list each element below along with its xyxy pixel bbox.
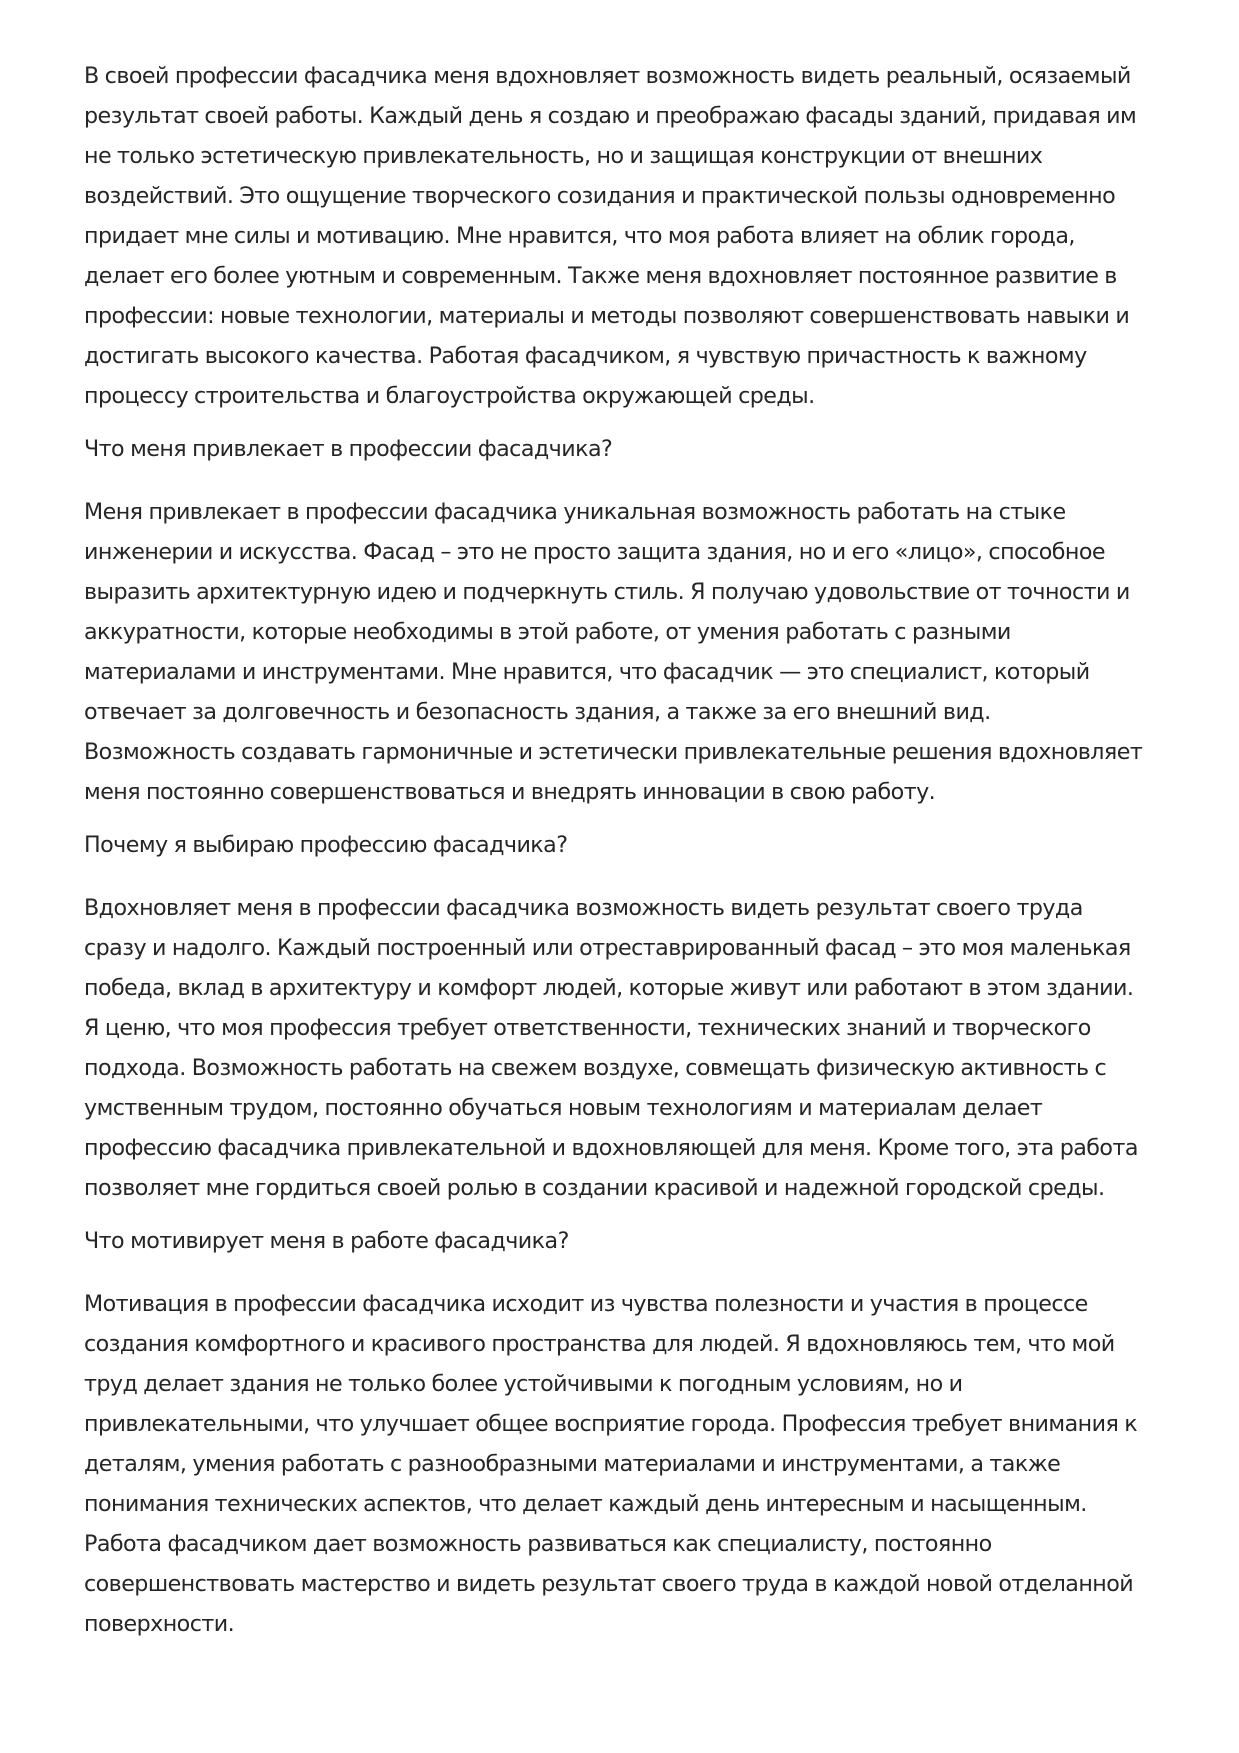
text-line: понимания технических аспектов, что делает каждый день интересным и насыщенным. [84, 1491, 1087, 1517]
text-line: Меня привлекает в профессии фасадчика уникальная возможность работать на стыке [84, 499, 1066, 525]
text-line: Мотивация в профессии фасадчика исходит из чувства полезности и участия в процессе [84, 1291, 1088, 1317]
text-line: меня постоянно совершенствоваться и внедрять инновации в свою работу. [84, 779, 936, 805]
text-line: процессу строительства и благоустройства окружающей среды. [84, 383, 815, 409]
text-line: победа, вклад в архитектуру и комфорт людей, которые живут или работают в этом здании. [84, 975, 1134, 1001]
paragraph-attraction [84, 492, 1164, 812]
text-line: материалами и инструментами. Мне нравится, что фасадчик — это специалист, который [84, 659, 1090, 685]
text-line: профессии: новые технологии, материалы и методы позволяют совершенствовать навыки и [84, 303, 1130, 329]
text-line: Работа фасадчиком дает возможность развиваться как специалисту, постоянно [84, 1531, 992, 1557]
text-line: инженерии и искусства. Фасад – это не просто защита здания, но и его «лицо», способное [84, 539, 1105, 565]
text-line: достигать высокого качества. Работая фасадчиком, я чувствую причастность к важному [84, 343, 1087, 369]
text-line: подхода. Возможность работать на свежем воздухе, совмещать физическую активность с [84, 1055, 1107, 1081]
text-line: совершенствовать мастерство и видеть результат своего труда в каждой новой отделанной [84, 1571, 1134, 1597]
section-heading-attraction [84, 429, 1164, 469]
text-line: не только эстетическую привлекательность, но и защищая конструкции от внешних [84, 143, 1043, 169]
document-page [84, 56, 1164, 1644]
text-line: Вдохновляет меня в профессии фасадчика возможность видеть результат своего труда [84, 895, 1083, 921]
text-line: деталям, умения работать с разнообразными материалами и инструментами, а также [84, 1451, 1061, 1477]
heading-line: Что мотивирует меня в работе фасадчика? [84, 1228, 569, 1254]
text-line: В своей профессии фасадчика меня вдохновляет возможность видеть реальный, осязаемый [84, 63, 1131, 89]
text-line: профессию фасадчика привлекательной и вдохновляющей для меня. Кроме того, эта работа [84, 1135, 1138, 1161]
section-heading-choice [84, 825, 1164, 865]
paragraph-choice [84, 888, 1164, 1208]
text-line: привлекательными, что улучшает общее восприятие города. Профессия требует внимания к [84, 1411, 1138, 1437]
text-line: умственным трудом, постоянно обучаться новым технологиям и материалам делает [84, 1095, 1043, 1121]
text-line: создания комфортного и красивого пространства для людей. Я вдохновляюсь тем, что мой [84, 1331, 1115, 1357]
text-line: Я ценю, что моя профессия требует ответственности, технических знаний и творческого [84, 1015, 1091, 1041]
text-line: отвечает за долговечность и безопасность здания, а также за его внешний вид. [84, 699, 991, 725]
text-line: придает мне силы и мотивацию. Мне нравится, что моя работа влияет на облик города, [84, 223, 1075, 249]
text-line: Возможность создавать гармоничные и эстетически привлекательные решения вдохновляет [84, 739, 1143, 765]
text-line: поверхности. [84, 1611, 235, 1637]
heading-line: Почему я выбираю профессию фасадчика? [84, 832, 568, 858]
heading-line: Что меня привлекает в профессии фасадчика? [84, 436, 613, 462]
text-line: делает его более уютным и современным. Также меня вдохновляет постоянное развитие в [84, 263, 1117, 289]
section-heading-motivation [84, 1221, 1164, 1261]
text-line: аккуратности, которые необходимы в этой работе, от умения работать с разными [84, 619, 1011, 645]
text-line: позволяет мне гордиться своей ролью в создании красивой и надежной городской среды. [84, 1175, 1105, 1201]
text-line: результат своей работы. Каждый день я создаю и преображаю фасады зданий, придавая им [84, 103, 1137, 129]
text-line: труд делает здания не только более устойчивыми к погодным условиям, но и [84, 1371, 963, 1397]
paragraph-intro [84, 56, 1164, 416]
text-line: сразу и надолго. Каждый построенный или отреставрированный фасад – это моя маленькая [84, 935, 1131, 961]
text-line: выразить архитектурную идею и подчеркнуть стиль. Я получаю удовольствие от точности и [84, 579, 1130, 605]
text-line: воздействий. Это ощущение творческого созидания и практической пользы одновременно [84, 183, 1116, 209]
paragraph-motivation [84, 1284, 1164, 1644]
